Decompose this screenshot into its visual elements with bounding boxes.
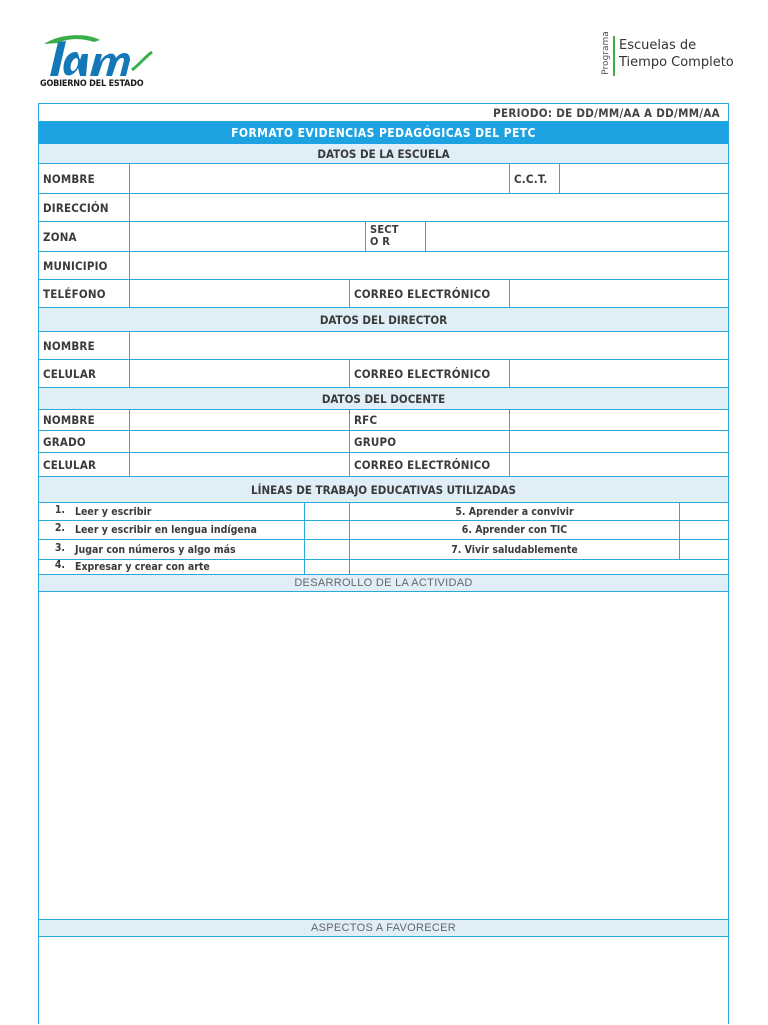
tam-logo-mark xyxy=(38,30,178,82)
municipio-field[interactable] xyxy=(130,252,728,279)
section-desarrollo-label: DESARROLLO DE LA ACTIVIDAD xyxy=(294,577,473,589)
escuela-nombre-field[interactable] xyxy=(130,164,510,193)
linea-3: 3. Jugar con números y algo más xyxy=(39,540,305,559)
logo-divider xyxy=(613,36,615,76)
section-docente xyxy=(39,388,728,410)
director-nombre-field[interactable] xyxy=(130,332,728,359)
zona-field[interactable] xyxy=(130,222,366,251)
docente-celular-row xyxy=(39,453,728,477)
form-title xyxy=(39,122,728,144)
desarrollo-field[interactable] xyxy=(39,592,728,920)
rfc-label: RFC xyxy=(350,410,510,430)
rfc-field[interactable] xyxy=(510,410,728,430)
docente-nombre-field[interactable] xyxy=(130,410,350,430)
linea-6: 6. Aprender con TIC xyxy=(350,521,680,539)
linea-7: 7. Vivir saludablemente xyxy=(350,540,680,559)
escuela-nombre-label: NOMBRE xyxy=(39,164,130,193)
aspectos-field[interactable] xyxy=(39,937,728,1025)
periodo-text: PERIODO: DE DD/MM/AA A DD/MM/AA xyxy=(493,105,720,120)
telefono-label: TELÉFONO xyxy=(39,280,130,307)
program-name-line1: Escuelas de xyxy=(619,38,697,53)
linea-3-label: Jugar con números y algo más xyxy=(75,543,236,556)
director-nombre-row xyxy=(39,332,728,360)
linea-6-check[interactable] xyxy=(680,521,728,539)
telefono-field[interactable] xyxy=(130,280,350,307)
section-desarrollo xyxy=(39,575,728,592)
docente-celular-field[interactable] xyxy=(130,453,350,476)
grado-row xyxy=(39,431,728,453)
section-escuela xyxy=(39,144,728,164)
grado-label: GRADO xyxy=(39,431,130,452)
municipio-label: MUNICIPIO xyxy=(39,252,130,279)
director-correo-field[interactable] xyxy=(510,360,728,387)
linea-4: 4. Expresar y crear con arte xyxy=(39,560,305,574)
cct-field[interactable] xyxy=(560,164,728,193)
zona-row xyxy=(39,222,728,252)
linea-row-3 xyxy=(39,540,728,560)
docente-nombre-label: NOMBRE xyxy=(39,410,130,430)
direccion-row xyxy=(39,194,728,222)
section-aspectos xyxy=(39,920,728,937)
escuela-correo-field[interactable] xyxy=(510,280,728,307)
linea-1-label: Leer y escribir xyxy=(75,505,152,518)
escuela-correo-label: CORREO ELECTRÓNICO xyxy=(350,280,510,307)
zona-label: ZONA xyxy=(39,222,130,251)
program-name-line2: Tiempo Completo xyxy=(619,55,734,70)
linea-row-1 xyxy=(39,503,728,521)
direccion-label: DIRECCIÓN xyxy=(39,194,130,221)
linea-2-label: Leer y escribir en lengua indígena xyxy=(75,524,257,536)
director-nombre-label: NOMBRE xyxy=(39,332,130,359)
direccion-field[interactable] xyxy=(130,194,728,221)
section-escuela-label: DATOS DE LA ESCUELA xyxy=(317,146,450,161)
linea-2-check[interactable] xyxy=(305,521,350,539)
linea-1: 1. Leer y escribir xyxy=(39,503,305,520)
section-aspectos-label: ASPECTOS A FAVORECER xyxy=(311,922,456,934)
linea-5: 5. Aprender a convivir xyxy=(350,503,680,520)
director-celular-label: CELULAR xyxy=(39,360,130,387)
section-director-label: DATOS DEL DIRECTOR xyxy=(319,312,448,327)
municipio-row xyxy=(39,252,728,280)
grupo-field[interactable] xyxy=(510,431,728,452)
director-celular-field[interactable] xyxy=(130,360,350,387)
sector-field[interactable] xyxy=(426,222,728,251)
docente-celular-label: CELULAR xyxy=(39,453,130,476)
escuela-nombre-row xyxy=(39,164,728,194)
linea-3-check[interactable] xyxy=(305,540,350,559)
telefono-row xyxy=(39,280,728,308)
linea-2: 2. Leer y escribir en lengua indígena xyxy=(39,521,305,539)
docente-nombre-row xyxy=(39,410,728,431)
section-lineas-label: LÍNEAS DE TRABAJO EDUCATIVAS UTILIZADAS xyxy=(251,482,516,497)
grado-field[interactable] xyxy=(130,431,350,452)
docente-correo-field[interactable] xyxy=(510,453,728,476)
section-director xyxy=(39,308,728,332)
linea-1-check[interactable] xyxy=(305,503,350,520)
director-correo-label: CORREO ELECTRÓNICO xyxy=(350,360,510,387)
director-celular-row xyxy=(39,360,728,388)
linea-empty xyxy=(350,560,728,574)
section-lineas xyxy=(39,477,728,503)
cct-label: C.C.T. xyxy=(510,164,560,193)
logo-subtitle: GOBIERNO DEL ESTADO xyxy=(40,79,144,89)
form-title-text: FORMATO EVIDENCIAS PEDAGÓGICAS DEL PETC xyxy=(231,126,536,140)
docente-correo-label: CORREO ELECTRÓNICO xyxy=(350,453,510,476)
linea-row-2 xyxy=(39,521,728,540)
evidence-form xyxy=(38,103,729,1024)
periodo-row xyxy=(39,104,728,122)
programa-label: Programa xyxy=(600,31,611,75)
section-docente-label: DATOS DEL DOCENTE xyxy=(321,391,446,406)
linea-5-check[interactable] xyxy=(680,503,728,520)
linea-4-check[interactable] xyxy=(305,560,350,574)
sector-label-text: SECTO R xyxy=(370,223,399,248)
linea-7-check[interactable] xyxy=(680,540,728,559)
linea-row-4 xyxy=(39,560,728,575)
sector-label xyxy=(366,222,426,251)
grupo-label: GRUPO xyxy=(350,431,510,452)
linea-4-label: Expresar y crear con arte xyxy=(75,561,210,573)
